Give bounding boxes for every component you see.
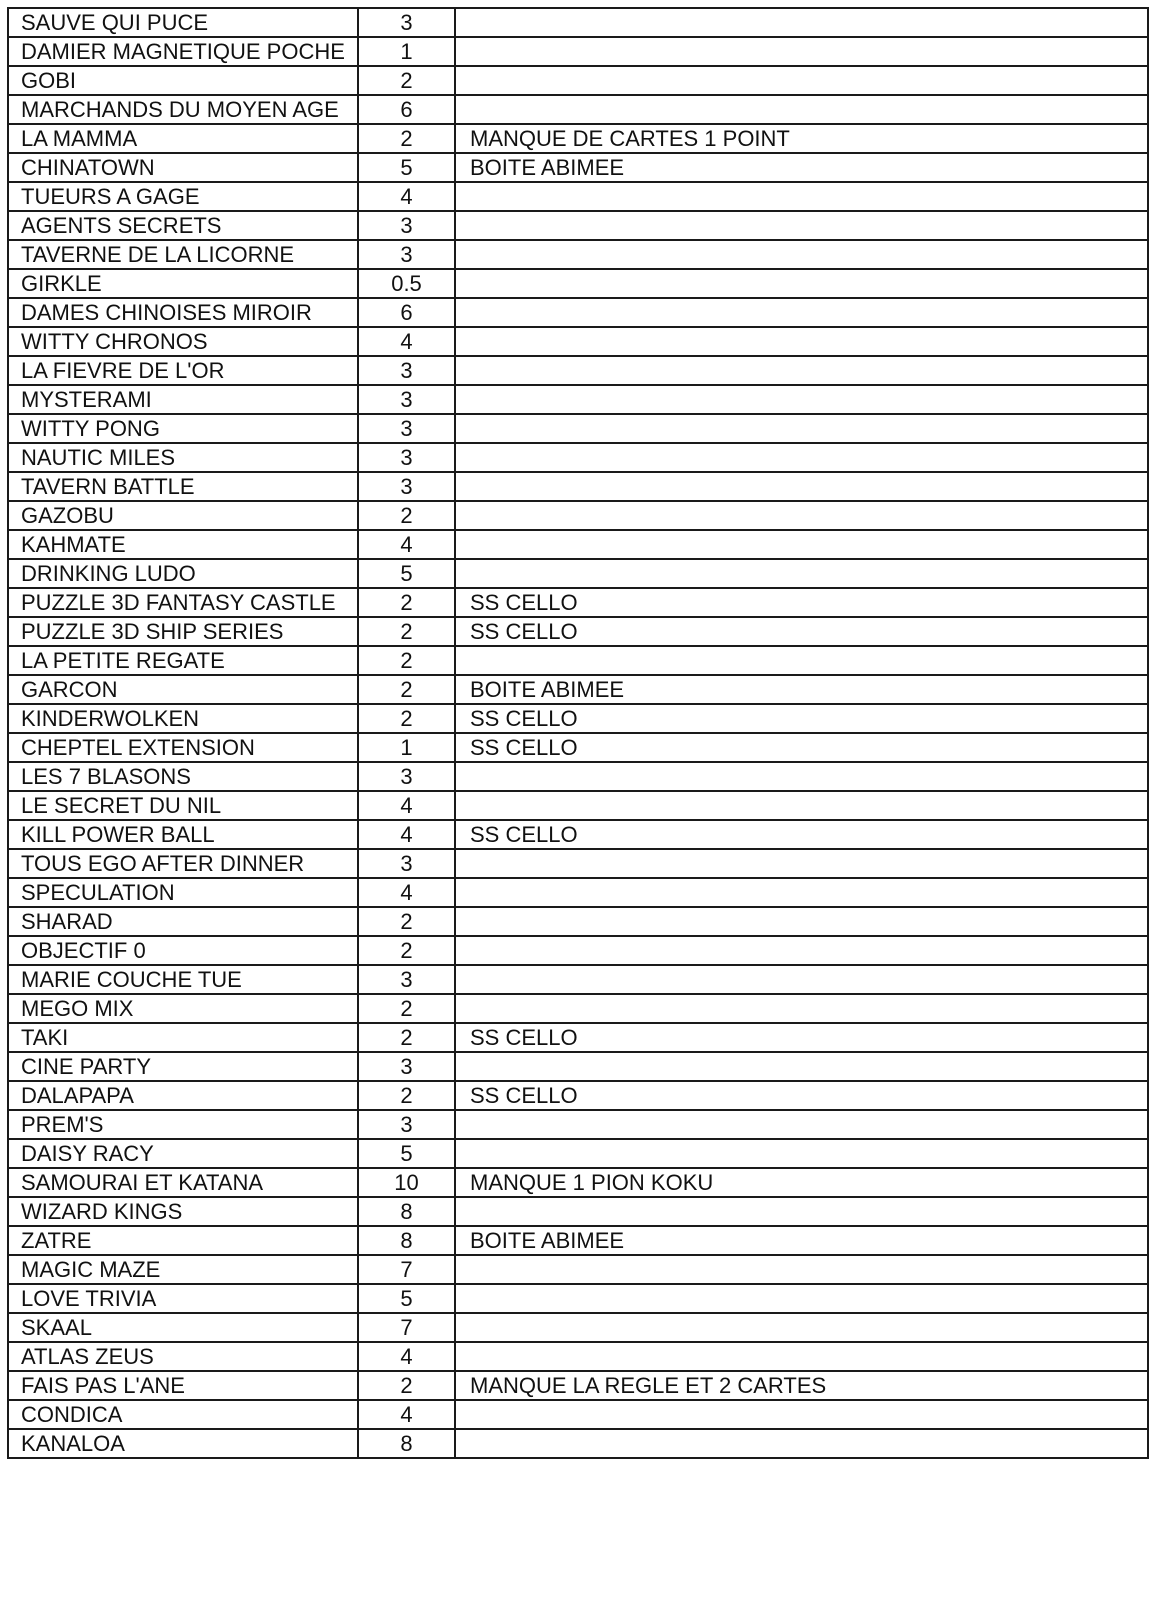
game-name-cell: ATLAS ZEUS (8, 1342, 358, 1371)
quantity-cell: 4 (358, 327, 455, 356)
table-row (8, 66, 1148, 95)
remark-cell (455, 182, 1148, 211)
remark-cell (455, 530, 1148, 559)
game-name-cell: GAZOBU (8, 501, 358, 530)
quantity-cell: 3 (358, 414, 455, 443)
quantity-cell: 2 (358, 1371, 455, 1400)
remark-cell (455, 8, 1148, 37)
quantity-cell: 6 (358, 298, 455, 327)
remark-cell (455, 936, 1148, 965)
table-row (8, 1168, 1148, 1197)
table-row (8, 1284, 1148, 1313)
quantity-cell: 4 (358, 1342, 455, 1371)
table-row (8, 1197, 1148, 1226)
remark-cell: BOITE ABIMEE (455, 675, 1148, 704)
game-name-cell: MYSTERAMI (8, 385, 358, 414)
table-row (8, 1429, 1148, 1458)
table-row (8, 356, 1148, 385)
remark-cell (455, 501, 1148, 530)
game-name-cell: WIZARD KINGS (8, 1197, 358, 1226)
quantity-cell: 2 (358, 936, 455, 965)
game-name-cell: ZATRE (8, 1226, 358, 1255)
game-name-cell: LES 7 BLASONS (8, 762, 358, 791)
remark-cell: MANQUE DE CARTES 1 POINT (455, 124, 1148, 153)
remark-cell (455, 965, 1148, 994)
remark-cell (455, 1313, 1148, 1342)
table-row (8, 530, 1148, 559)
quantity-cell: 2 (358, 66, 455, 95)
remark-cell (455, 37, 1148, 66)
table-row (8, 153, 1148, 182)
table-row (8, 936, 1148, 965)
quantity-cell: 4 (358, 530, 455, 559)
game-name-cell: MARCHANDS DU MOYEN AGE (8, 95, 358, 124)
game-name-cell: CINE PARTY (8, 1052, 358, 1081)
game-name-cell: LA MAMMA (8, 124, 358, 153)
table-row (8, 1313, 1148, 1342)
table-row (8, 1371, 1148, 1400)
quantity-cell: 7 (358, 1313, 455, 1342)
game-name-cell: SPECULATION (8, 878, 358, 907)
remark-cell (455, 1429, 1148, 1458)
remark-cell: SS CELLO (455, 820, 1148, 849)
table-row (8, 240, 1148, 269)
table-row (8, 907, 1148, 936)
remark-cell (455, 1197, 1148, 1226)
game-name-cell: KANALOA (8, 1429, 358, 1458)
game-name-cell: LA FIEVRE DE L'OR (8, 356, 358, 385)
table-row (8, 994, 1148, 1023)
table-row (8, 95, 1148, 124)
quantity-cell: 5 (358, 153, 455, 182)
game-name-cell: CHINATOWN (8, 153, 358, 182)
game-name-cell: KILL POWER BALL (8, 820, 358, 849)
quantity-cell: 3 (358, 385, 455, 414)
remark-cell (455, 762, 1148, 791)
quantity-cell: 4 (358, 791, 455, 820)
game-name-cell: GIRKLE (8, 269, 358, 298)
table-row (8, 327, 1148, 356)
remark-cell (455, 472, 1148, 501)
game-name-cell: NAUTIC MILES (8, 443, 358, 472)
game-name-cell: GARCON (8, 675, 358, 704)
quantity-cell: 3 (358, 1110, 455, 1139)
table-row (8, 675, 1148, 704)
table-row (8, 617, 1148, 646)
table-row (8, 791, 1148, 820)
game-name-cell: PREM'S (8, 1110, 358, 1139)
table-row (8, 820, 1148, 849)
table-row (8, 1226, 1148, 1255)
quantity-cell: 5 (358, 1139, 455, 1168)
quantity-cell: 4 (358, 1400, 455, 1429)
game-name-cell: FAIS PAS L'ANE (8, 1371, 358, 1400)
quantity-cell: 4 (358, 182, 455, 211)
remark-cell: MANQUE 1 PION KOKU (455, 1168, 1148, 1197)
quantity-cell: 4 (358, 878, 455, 907)
quantity-cell: 5 (358, 1284, 455, 1313)
remark-cell (455, 385, 1148, 414)
game-name-cell: AGENTS SECRETS (8, 211, 358, 240)
remark-cell (455, 414, 1148, 443)
quantity-cell: 2 (358, 501, 455, 530)
remark-cell (455, 269, 1148, 298)
quantity-cell: 3 (358, 211, 455, 240)
quantity-cell: 3 (358, 356, 455, 385)
quantity-cell: 2 (358, 588, 455, 617)
quantity-cell: 3 (358, 849, 455, 878)
remark-cell: BOITE ABIMEE (455, 153, 1148, 182)
quantity-cell: 8 (358, 1197, 455, 1226)
quantity-cell: 8 (358, 1226, 455, 1255)
game-name-cell: MAGIC MAZE (8, 1255, 358, 1284)
remark-cell (455, 298, 1148, 327)
remark-cell (455, 1052, 1148, 1081)
remark-cell (455, 1400, 1148, 1429)
remark-cell (455, 907, 1148, 936)
inventory-table (7, 7, 1149, 1459)
game-name-cell: DALAPAPA (8, 1081, 358, 1110)
remark-cell (455, 211, 1148, 240)
quantity-cell: 3 (358, 443, 455, 472)
remark-cell (455, 95, 1148, 124)
game-name-cell: MEGO MIX (8, 994, 358, 1023)
quantity-cell: 2 (358, 704, 455, 733)
remark-cell (455, 1139, 1148, 1168)
game-name-cell: MARIE COUCHE TUE (8, 965, 358, 994)
game-name-cell: GOBI (8, 66, 358, 95)
game-name-cell: KINDERWOLKEN (8, 704, 358, 733)
game-name-cell: CHEPTEL EXTENSION (8, 733, 358, 762)
quantity-cell: 3 (358, 472, 455, 501)
remark-cell: SS CELLO (455, 733, 1148, 762)
inventory-table-body (8, 8, 1148, 1458)
game-name-cell: TUEURS A GAGE (8, 182, 358, 211)
table-row (8, 1052, 1148, 1081)
table-row (8, 472, 1148, 501)
table-row (8, 298, 1148, 327)
table-row (8, 1400, 1148, 1429)
game-name-cell: OBJECTIF 0 (8, 936, 358, 965)
table-row (8, 1110, 1148, 1139)
game-name-cell: DAISY RACY (8, 1139, 358, 1168)
quantity-cell: 8 (358, 1429, 455, 1458)
table-row (8, 704, 1148, 733)
remark-cell (455, 559, 1148, 588)
remark-cell: BOITE ABIMEE (455, 1226, 1148, 1255)
remark-cell (455, 443, 1148, 472)
game-name-cell: KAHMATE (8, 530, 358, 559)
table-row (8, 443, 1148, 472)
game-name-cell: SKAAL (8, 1313, 358, 1342)
remark-cell: SS CELLO (455, 1023, 1148, 1052)
remark-cell (455, 994, 1148, 1023)
game-name-cell: CONDICA (8, 1400, 358, 1429)
remark-cell (455, 240, 1148, 269)
table-row (8, 385, 1148, 414)
remark-cell (455, 1110, 1148, 1139)
remark-cell: SS CELLO (455, 704, 1148, 733)
quantity-cell: 0.5 (358, 269, 455, 298)
remark-cell (455, 646, 1148, 675)
quantity-cell: 2 (358, 907, 455, 936)
game-name-cell: TAVERN BATTLE (8, 472, 358, 501)
game-name-cell: DAMIER MAGNETIQUE POCHE (8, 37, 358, 66)
game-name-cell: LE SECRET DU NIL (8, 791, 358, 820)
game-name-cell: LOVE TRIVIA (8, 1284, 358, 1313)
table-row (8, 269, 1148, 298)
quantity-cell: 7 (358, 1255, 455, 1284)
table-row (8, 501, 1148, 530)
quantity-cell: 6 (358, 95, 455, 124)
remark-cell (455, 66, 1148, 95)
game-name-cell: TAVERNE DE LA LICORNE (8, 240, 358, 269)
quantity-cell: 2 (358, 124, 455, 153)
quantity-cell: 3 (358, 965, 455, 994)
game-name-cell: SHARAD (8, 907, 358, 936)
remark-cell: SS CELLO (455, 588, 1148, 617)
table-row (8, 182, 1148, 211)
quantity-cell: 2 (358, 1023, 455, 1052)
table-row (8, 965, 1148, 994)
game-name-cell: SAMOURAI ET KATANA (8, 1168, 358, 1197)
remark-cell (455, 1284, 1148, 1313)
table-row (8, 8, 1148, 37)
remark-cell (455, 327, 1148, 356)
game-name-cell: DRINKING LUDO (8, 559, 358, 588)
table-row (8, 1255, 1148, 1284)
game-name-cell: TAKI (8, 1023, 358, 1052)
quantity-cell: 10 (358, 1168, 455, 1197)
game-name-cell: SAUVE QUI PUCE (8, 8, 358, 37)
remark-cell: SS CELLO (455, 617, 1148, 646)
remark-cell: MANQUE LA REGLE ET 2 CARTES (455, 1371, 1148, 1400)
table-row (8, 762, 1148, 791)
table-row (8, 211, 1148, 240)
table-row (8, 1081, 1148, 1110)
quantity-cell: 2 (358, 1081, 455, 1110)
quantity-cell: 2 (358, 646, 455, 675)
remark-cell (455, 791, 1148, 820)
table-row (8, 1023, 1148, 1052)
remark-cell (455, 356, 1148, 385)
remark-cell (455, 1255, 1148, 1284)
table-row (8, 878, 1148, 907)
quantity-cell: 1 (358, 733, 455, 762)
table-row (8, 414, 1148, 443)
table-row (8, 1139, 1148, 1168)
game-name-cell: TOUS EGO AFTER DINNER (8, 849, 358, 878)
quantity-cell: 4 (358, 820, 455, 849)
game-name-cell: WITTY PONG (8, 414, 358, 443)
quantity-cell: 3 (358, 240, 455, 269)
quantity-cell: 2 (358, 675, 455, 704)
quantity-cell: 2 (358, 994, 455, 1023)
quantity-cell: 3 (358, 8, 455, 37)
remark-cell (455, 878, 1148, 907)
table-row (8, 124, 1148, 153)
quantity-cell: 2 (358, 617, 455, 646)
remark-cell (455, 849, 1148, 878)
table-row (8, 559, 1148, 588)
remark-cell: SS CELLO (455, 1081, 1148, 1110)
game-name-cell: PUZZLE 3D FANTASY CASTLE (8, 588, 358, 617)
quantity-cell: 5 (358, 559, 455, 588)
quantity-cell: 1 (358, 37, 455, 66)
table-row (8, 849, 1148, 878)
table-row (8, 1342, 1148, 1371)
remark-cell (455, 1342, 1148, 1371)
quantity-cell: 3 (358, 762, 455, 791)
table-row (8, 37, 1148, 66)
table-row (8, 646, 1148, 675)
quantity-cell: 3 (358, 1052, 455, 1081)
game-name-cell: LA PETITE REGATE (8, 646, 358, 675)
game-name-cell: WITTY CHRONOS (8, 327, 358, 356)
game-name-cell: DAMES CHINOISES MIROIR (8, 298, 358, 327)
game-name-cell: PUZZLE 3D SHIP SERIES (8, 617, 358, 646)
table-row (8, 733, 1148, 762)
table-row (8, 588, 1148, 617)
